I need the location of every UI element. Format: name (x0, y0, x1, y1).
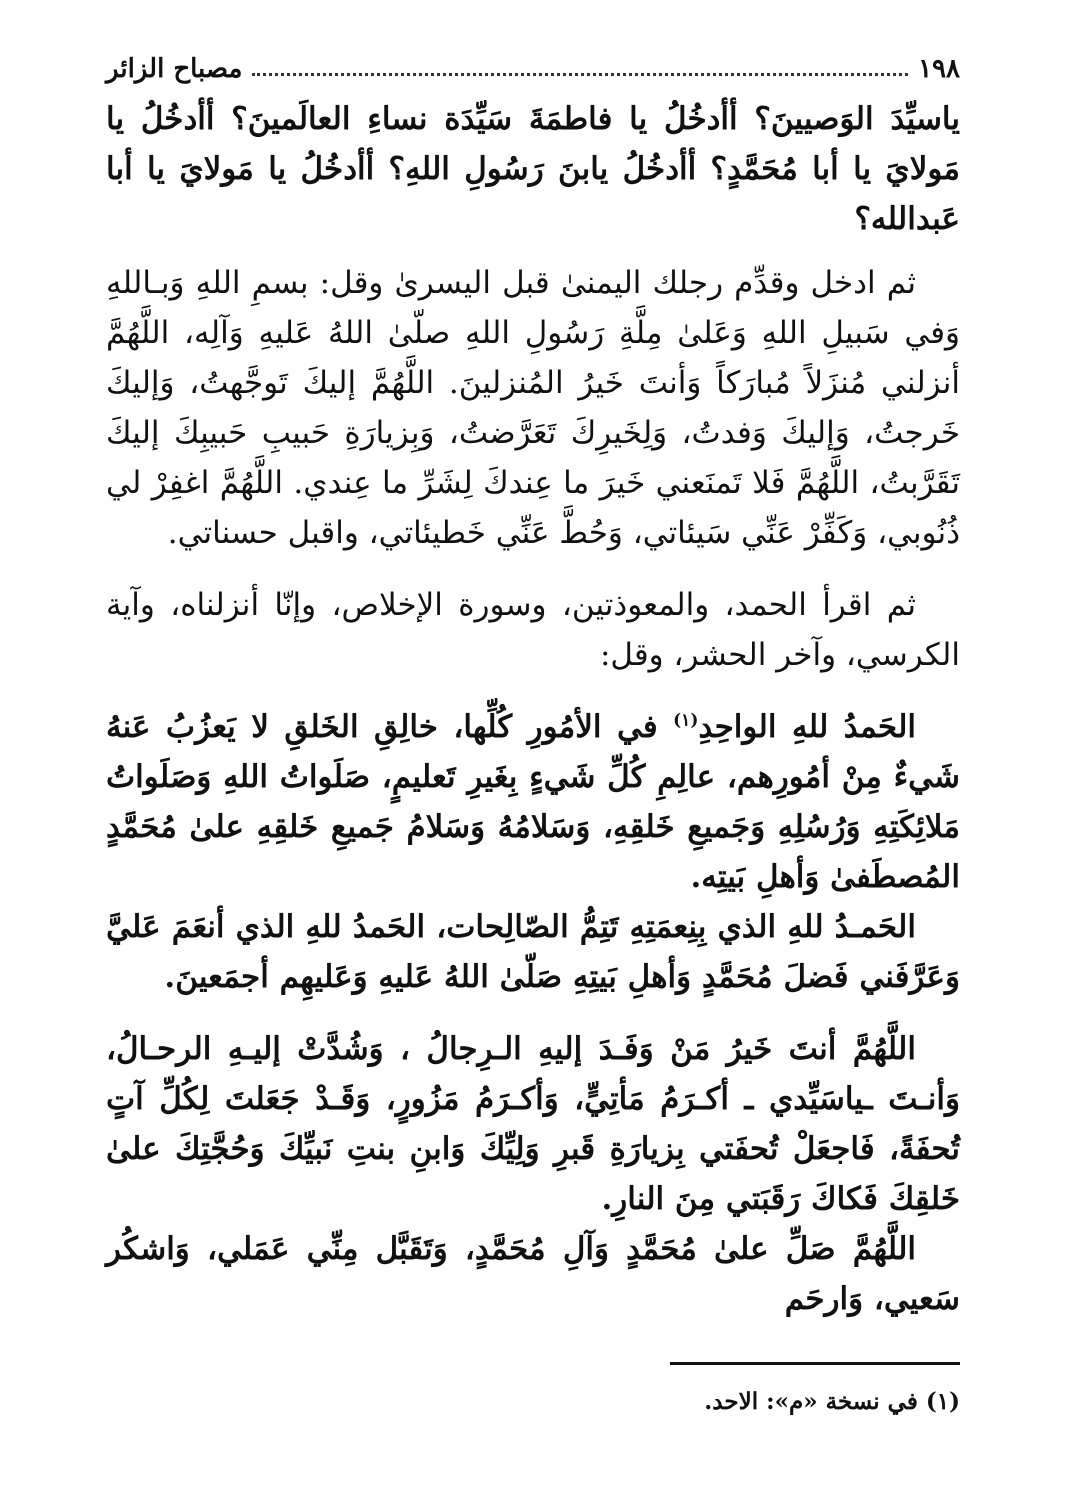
page-number: ١٩٨ (918, 54, 960, 84)
footnote-reference: (١) (673, 710, 699, 731)
footnote: (١) في نسخة «م»: الاحد. (704, 1388, 960, 1415)
paragraph-1: ياسيِّدَ الوَصيينَ؟ أأدخُلُ يا فاطمَةَ سَيِّدَة نساءِ العالَمينَ؟ أأدخُلُ يا مَولايَ يا أبا مُحَمَّدٍ؟ أأدخُلُ يابنَ رَسُولِ اللهِ؟ أأدخُلُ يا مَولايَ يا أبا عَبدالله؟ (106, 101, 960, 237)
footnote-separator (670, 1362, 960, 1365)
paragraph-5: الحَمـدُ للهِ الذي بِنِعمَتِهِ تَتِمُّ الصّالِحات، الحَمدُ للهِ الذي أنعَمَ عَليَّ وَعَرَّفَني فَضلَ مُحَمَّدٍ وَأهلِ بَيتِهِ صَلّىٰ اللهُ عَليهِ وَعَليهِم أجمَعينَ. (106, 909, 960, 995)
paragraph-4-start: الحَمدُ للهِ الواحِدِ (698, 709, 916, 745)
paragraph-4-rest: في الأمُورِ كُلِّها، خالِقِ الخَلقِ لا يَعزُبُ عَنهُ شَيءٌ مِنْ أمُورِهم، عالِمِ كُلِّ شَيءٍ بِغَيرِ تَعليمٍ، صَلَواتُ اللهِ وَصَلَواتُ مَلائِكَتِهِ وَرُسُلِهِ وَجَميعِ خَلقِهِ، وَسَلامُهُ وَسَلامُ جَميعِ خَلقِهِ علىٰ مُحَمَّدٍ المُصطَفىٰ وَأهلِ بَيتِه. (106, 709, 960, 895)
paragraph-2: ثم ادخل وقدِّم رجلك اليمنىٰ قبل اليسرىٰ وقل: بسمِ اللهِ وَبـاللهِ وَفي سَبيلِ اللهِ وَعَلىٰ مِلَّةِ رَسُولِ اللهِ صلّىٰ اللهُ عَليهِ وَآلِه، اللَّهُمَّ أنزلني مُنزَلاً مُبارَكاً وَأنتَ خَيرُ المُنزلينَ. اللَّهُمَّ إليكَ تَوجَّهتُ، وَإليكَ خَرجتُ، وَإليكَ وَفدتُ، وَلِخَيرِكَ تَعَرَّضتُ، وَبِزيارَةِ حَبيبِ حَبيبِكَ إليكَ تَقَرَّبتُ، اللَّهُمَّ فَلا تَمنَعني خَيرَ ما عِندكَ لِشَرِّ ما عِندي. اللَّهُمَّ اغفِرْ لي ذُنُوبي، وَكَفِّرْ عَنِّي سَيئاتي، وَحُطَّ عَنِّي خَطيئاتي، واقبل حسناتي. (106, 265, 960, 551)
page-header (106, 42, 960, 82)
paragraph-7: اللَّهُمَّ صَلِّ علىٰ مُحَمَّدٍ وَآلِ مُحَمَّدٍ، وَتَقَبَّل مِنِّي عَمَلي، وَاشكُر سَعيي، وَارحَم (106, 1231, 960, 1317)
book-title: مصباح الزائر (106, 54, 243, 84)
body-text (106, 94, 960, 1324)
paragraph-4 (106, 702, 960, 902)
paragraph-6: اللَّهُمَّ أنتَ خَيرُ مَنْ وَفَـدَ إليهِ الـرِجالُ ، وَشُدَّتْ إليـهِ الرحـالُ، وَأنـتَ ـياسَيِّدي ـ أكـرَمُ مَأتِيٍّ، وَأكـرَمُ مَزُورٍ، وَقَـدْ جَعَلتَ لِكُلِّ آتٍ تُحفَةً، فَاجعَلْ تُحفَتي بِزيارَةِ قَبرِ وَلِيِّكَ وَابنِ بنتِ نَبيِّكَ وَحُجَّتِكَ علىٰ خَلقِكَ فَكاكَ رَقَبَتي مِنَ النارِ. (106, 1031, 960, 1217)
header-dotted-leader (252, 73, 908, 76)
paragraph-3: ثم اقرأ الحمد، والمعوذتين، وسورة الإخلاص، وإنّا أنزلناه، وآية الكرسي، وآخر الحشر، وقل: (106, 587, 960, 673)
